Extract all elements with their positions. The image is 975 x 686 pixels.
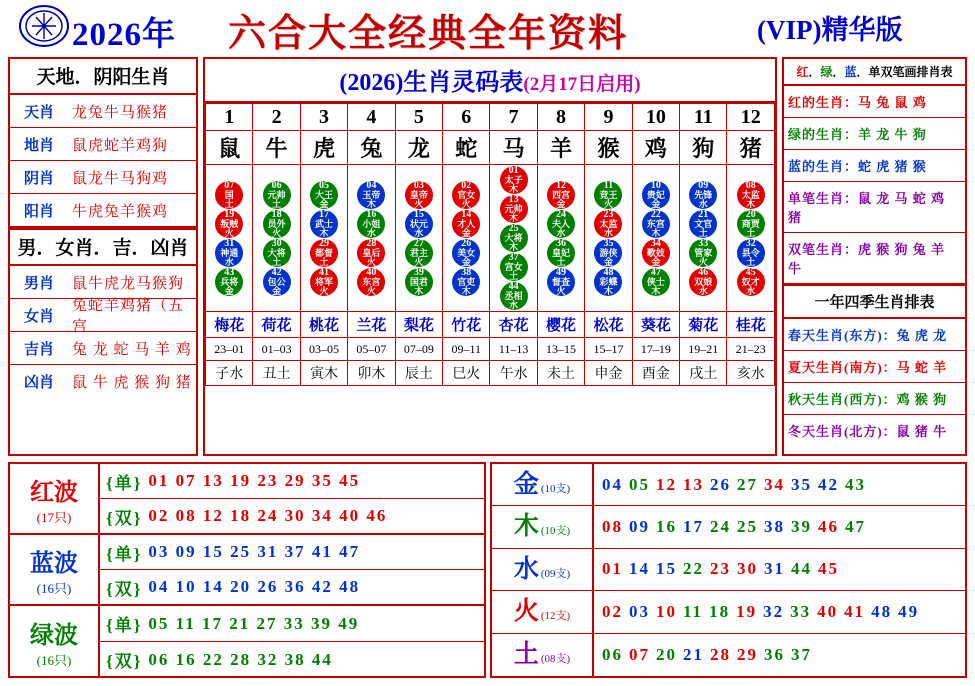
row-value: 兔蛇羊鸡猪（五宫: [72, 298, 185, 335]
table-cell-balls: [300, 165, 347, 312]
zodiac-number-ball[interactable]: 11 竞王 火: [594, 181, 622, 209]
table-cell: 2: [253, 104, 300, 131]
zodiac-number-ball[interactable]: 19 叛贼 火: [215, 210, 243, 238]
wave-number-line: {单} 05 11 17 21 27 33 39 49: [100, 606, 484, 642]
page-year: 2026年: [72, 17, 176, 53]
table-cell: 葵花: [632, 312, 679, 338]
zodiac-number-ball[interactable]: 13 元帅 木: [500, 195, 528, 223]
table-cell: 羊: [537, 131, 584, 165]
table-cell: 鼠: [206, 131, 253, 165]
table-cell: 亥水: [727, 361, 775, 386]
zodiac-number-ball[interactable]: 30 大将 土: [263, 239, 291, 267]
table-cell: 兔: [348, 131, 395, 165]
table-cell: 4: [348, 104, 395, 131]
table-row-flowers: [206, 312, 775, 338]
row-value: 牛虎兔羊猴鸡: [72, 203, 169, 220]
center-title: [205, 59, 775, 103]
row-value: 鼠虎蛇羊鸡狗: [72, 137, 169, 154]
row-value: 鼠龙牛马狗鸡: [72, 170, 169, 187]
table-cell: 牛: [253, 131, 300, 165]
zodiac-number-ball[interactable]: 12 西宫 金: [547, 181, 575, 209]
table-cell: 21–23: [727, 338, 775, 361]
element-row: [492, 506, 965, 548]
table-row-elements: [206, 361, 775, 386]
row-label: 双笔生肖：: [788, 242, 859, 257]
zodiac-number-ball[interactable]: 05 大王 金: [310, 181, 338, 209]
row-value: 虎 猴 狗 兔 羊 牛: [788, 242, 946, 276]
list-item: [10, 298, 196, 335]
row-value: 鼠 牛 虎 猴 狗 猪: [72, 374, 192, 391]
wave-number-line: {双} 04 10 14 20 26 36 42 48: [106, 577, 361, 599]
coin-logo-icon: [18, 4, 70, 48]
element-numbers: 01 14 15 22 23 30 31 44 45: [602, 559, 839, 579]
element-table-panel: [490, 462, 967, 678]
list-item: [10, 95, 196, 128]
row-label: 红的生肖：: [788, 95, 859, 110]
table-cell: 松花: [585, 312, 632, 338]
row-value: 鼠 龙 马 蛇 鸡 猪: [788, 191, 946, 225]
table-cell: 蛇: [443, 131, 490, 165]
table-cell: 12: [727, 104, 775, 131]
table-cell: 丑土: [253, 361, 300, 386]
row-key: 天肖: [23, 104, 54, 121]
table-cell: 申金: [585, 361, 632, 386]
table-cell: 猪: [727, 131, 775, 165]
row-value: 蛇 虎 猪 猴: [858, 159, 927, 174]
table-cell-balls: [206, 165, 253, 312]
element-numbers: 04 05 12 13 26 27 34 35 42 43: [602, 474, 866, 494]
seasons-header: 一年四季生肖排表: [784, 284, 965, 319]
table-cell: 樱花: [537, 312, 584, 338]
left-panel-header-2: 男．女肖．吉．凶肖: [10, 230, 196, 266]
zodiac-number-ball[interactable]: 47 侠士 木: [642, 268, 670, 296]
wave-row: [10, 535, 484, 606]
element-row: [492, 634, 965, 676]
table-cell: 1: [206, 104, 253, 131]
zodiac-number-ball[interactable]: 16 小姐 水: [357, 210, 385, 238]
element-name: 水 (09支): [492, 549, 594, 590]
wave-number-line: {单} 01 07 13 19 23 29 35 45: [100, 464, 484, 499]
list-item: 秋天生肖(西方)：鸡 猴 狗: [784, 383, 965, 415]
zodiac-number-ball[interactable]: 43 兵将 金: [215, 268, 243, 296]
table-cell-balls: [727, 165, 775, 312]
row-key: 阴肖: [23, 170, 54, 187]
table-cell: 7: [490, 104, 537, 131]
table-cell: 巳火: [443, 361, 490, 386]
row-label: 单笔生肖：: [788, 191, 859, 206]
table-cell: 13–15: [537, 338, 584, 361]
row-key: 凶肖: [23, 374, 54, 391]
zodiac-number-ball[interactable]: 42 包公 金: [263, 268, 291, 296]
table-cell: 荷花: [253, 312, 300, 338]
row-key: 女肖: [23, 308, 54, 325]
zodiac-number-ball[interactable]: 34 歌妓 金: [642, 239, 670, 267]
zodiac-number-ball[interactable]: 35 游侠 金: [594, 239, 622, 267]
list-item: [10, 365, 196, 397]
table-cell: 辰土: [395, 361, 442, 386]
zodiac-number-ball[interactable]: 44 丞相 水: [500, 282, 528, 310]
list-item: [10, 194, 196, 227]
element-name: 金 (10支): [492, 464, 594, 505]
row-value: 兔 龙 蛇 马 羊 鸡: [72, 341, 192, 358]
zodiac-number-ball[interactable]: 04 玉帝 木: [357, 181, 385, 209]
row-value: 马 兔 鼠 鸡: [858, 95, 927, 110]
zodiac-number-ball[interactable]: 46 双娘 水: [689, 268, 717, 296]
list-item: 春天生肖(东方)：兔 虎 龙: [784, 319, 965, 351]
zodiac-number-ball[interactable]: 01 太子 木: [500, 166, 528, 194]
list-item: 夏天生肖(南方)：马 蛇 羊: [784, 351, 965, 383]
wave-name: 绿波 (16只): [10, 606, 100, 677]
table-cell: 10: [632, 104, 679, 131]
element-row: [492, 464, 965, 506]
row-value: 龙兔牛马猴猪: [72, 104, 169, 121]
list-item: [784, 86, 965, 118]
table-cell-balls: [490, 165, 537, 312]
table-cell: 寅木: [300, 361, 347, 386]
table-row-balls: [206, 165, 775, 312]
table-cell: 17–19: [632, 338, 679, 361]
table-cell-balls: [348, 165, 395, 312]
color-stroke-panel: [782, 57, 967, 456]
zodiac-number-ball[interactable]: 29 都督 土: [310, 239, 338, 267]
table-cell: 梅花: [206, 312, 253, 338]
zodiac-number-ball[interactable]: 27 君主 火: [405, 239, 433, 267]
element-numbers: 06 07 20 21 28 29 36 37: [602, 644, 812, 664]
table-cell: 狗: [680, 131, 727, 165]
table-cell: 鸡: [632, 131, 679, 165]
zodiac-number-ball[interactable]: 28 皇后 火: [357, 239, 385, 267]
zodiac-number-ball[interactable]: 37 宫女 土: [500, 253, 528, 281]
table-row-zodiacs: [206, 131, 775, 165]
element-name: 木 (10支): [492, 506, 594, 547]
element-numbers: 08 09 16 17 24 25 38 39 46 47: [602, 517, 866, 537]
row-label: 绿的生肖：: [788, 127, 859, 142]
zodiac-number-ball[interactable]: 33 管家 火: [689, 239, 717, 267]
table-cell-balls: [537, 165, 584, 312]
zodiac-number-ball[interactable]: 41 将军 火: [310, 268, 338, 296]
zodiac-number-ball[interactable]: 49 督查 火: [547, 268, 575, 296]
table-cell: 09–11: [443, 338, 490, 361]
zodiac-number-ball[interactable]: 08 太监 木: [737, 181, 765, 209]
table-cell: 猴: [585, 131, 632, 165]
table-cell-balls: [632, 165, 679, 312]
table-cell: 兰花: [348, 312, 395, 338]
table-cell-balls: [680, 165, 727, 312]
table-cell: 菊花: [680, 312, 727, 338]
zodiac-number-ball[interactable]: 25 大将 木: [500, 224, 528, 252]
left-panel-header: 天地．阴阳生肖: [10, 59, 196, 95]
zodiac-number-ball[interactable]: 02 官女 火: [452, 181, 480, 209]
row-key: 阳肖: [23, 203, 54, 220]
table-cell-balls: [585, 165, 632, 312]
table-cell: 戌土: [680, 361, 727, 386]
row-key: 吉肖: [23, 341, 54, 358]
table-cell: 子水: [206, 361, 253, 386]
wave-row: [10, 606, 484, 677]
zodiac-number-ball[interactable]: 26 美女 金: [452, 239, 480, 267]
list-item: [10, 332, 196, 365]
zodiac-number-ball[interactable]: 40 东宫 火: [357, 268, 385, 296]
zodiac-number-ball[interactable]: 06 元帅 土: [263, 181, 291, 209]
row-key: 地肖: [23, 137, 54, 154]
table-cell: 11: [680, 104, 727, 131]
zodiac-number-ball[interactable]: 09 先锋 水: [689, 181, 717, 209]
vip-badge: (VIP)精华版: [757, 15, 903, 45]
zodiac-number-ball[interactable]: 36 皇妃 土: [547, 239, 575, 267]
zodiac-number-ball[interactable]: 48 彩蝶 木: [594, 268, 622, 296]
zodiac-number-ball[interactable]: 18 员外 火: [263, 210, 291, 238]
center-title-sub: (2月17日启用): [523, 74, 641, 95]
page-title: 六合大全经典全年资料: [228, 13, 629, 55]
table-cell: 5: [395, 104, 442, 131]
element-numbers: 02 03 10 11 18 19 32 33 40 41 48 49: [602, 601, 920, 621]
table-cell: 桂花: [727, 312, 775, 338]
element-row: [492, 591, 965, 633]
table-cell: 01–03: [253, 338, 300, 361]
table-cell: 3: [300, 104, 347, 131]
list-item: [784, 233, 965, 284]
table-cell: 竹花: [443, 312, 490, 338]
zodiac-number-ball[interactable]: 10 贵妃 金: [642, 181, 670, 209]
zodiac-code-table: [205, 103, 775, 386]
wave-number-line: {双} 02 08 12 18 24 30 34 40 46: [106, 506, 388, 528]
table-row-numbers: [206, 104, 775, 131]
table-cell: 未土: [537, 361, 584, 386]
list-item: 冬天生肖(北方)：鼠 猪 牛: [788, 424, 948, 439]
element-name: 土 (08支): [492, 634, 594, 676]
list-item: [10, 161, 196, 194]
table-cell: 卯木: [348, 361, 395, 386]
row-value: 羊 龙 牛 狗: [858, 127, 927, 142]
table-cell: 05–07: [348, 338, 395, 361]
list-item: [10, 128, 196, 161]
wave-name: 蓝波 (16只): [10, 535, 100, 604]
table-cell: 15–17: [585, 338, 632, 361]
row-value: 鼠牛虎龙马猴狗: [72, 275, 185, 292]
wave-number-line: {单} 03 09 15 25 31 37 41 47: [100, 535, 484, 570]
table-cell-balls: [443, 165, 490, 312]
zodiac-number-ball[interactable]: 20 商贾 土: [737, 210, 765, 238]
table-cell: 杏花: [490, 312, 537, 338]
wave-table-panel: [8, 462, 486, 678]
table-cell-balls: [395, 165, 442, 312]
right-panel-header: 红．绿．蓝．单双笔画排肖表: [784, 59, 965, 86]
table-cell: 07–09: [395, 338, 442, 361]
zodiac-category-panel: [8, 57, 198, 456]
zodiac-code-table-panel: [203, 57, 777, 456]
table-cell: 11–13: [490, 338, 537, 361]
zodiac-number-ball[interactable]: 32 县令 土: [737, 239, 765, 267]
zodiac-number-ball[interactable]: 17 武士 木: [310, 210, 338, 238]
table-cell: 梨花: [395, 312, 442, 338]
table-cell: 马: [490, 131, 537, 165]
table-cell: 23–01: [206, 338, 253, 361]
zodiac-number-ball[interactable]: 38 官吏 木: [452, 268, 480, 296]
zodiac-number-ball[interactable]: 39 国君 木: [405, 268, 433, 296]
table-cell-balls: [253, 165, 300, 312]
row-label: 蓝的生肖：: [788, 159, 859, 174]
table-cell: 8: [537, 104, 584, 131]
zodiac-number-ball[interactable]: 07 国 土: [215, 181, 243, 209]
zodiac-number-ball[interactable]: 15 状元 水: [405, 210, 433, 238]
wave-row: [10, 464, 484, 535]
table-cell: 19–21: [680, 338, 727, 361]
list-item: [784, 150, 965, 182]
table-row-ranges: [206, 338, 775, 361]
page-header: [0, 0, 975, 54]
table-cell: 03–05: [300, 338, 347, 361]
zodiac-number-ball[interactable]: 24 夫人 水: [547, 210, 575, 238]
zodiac-number-ball[interactable]: 45 奴才 水: [737, 268, 765, 296]
center-title-main: (2026)生肖灵码表: [339, 70, 524, 96]
element-name: 火 (12支): [492, 591, 594, 632]
table-cell: 龙: [395, 131, 442, 165]
zodiac-number-ball[interactable]: 14 才人 金: [452, 210, 480, 238]
zodiac-number-ball[interactable]: 22 东宫 木: [642, 210, 670, 238]
table-cell: 午水: [490, 361, 537, 386]
zodiac-number-ball[interactable]: 03 皇帝 火: [405, 181, 433, 209]
zodiac-number-ball[interactable]: 31 神通 水: [215, 239, 243, 267]
table-cell: 6: [443, 104, 490, 131]
wave-name: 红波 (17只): [10, 464, 100, 533]
table-cell: 桃花: [300, 312, 347, 338]
zodiac-number-ball[interactable]: 21 文官 土: [689, 210, 717, 238]
table-cell: 酉金: [632, 361, 679, 386]
table-cell: 虎: [300, 131, 347, 165]
element-row: [492, 549, 965, 591]
table-cell: 9: [585, 104, 632, 131]
list-item: [784, 182, 965, 233]
list-item: [784, 118, 965, 150]
row-key: 男肖: [23, 275, 54, 292]
zodiac-number-ball[interactable]: 23 太监 水: [594, 210, 622, 238]
wave-number-line: {双} 06 16 22 28 32 38 44: [106, 649, 333, 671]
